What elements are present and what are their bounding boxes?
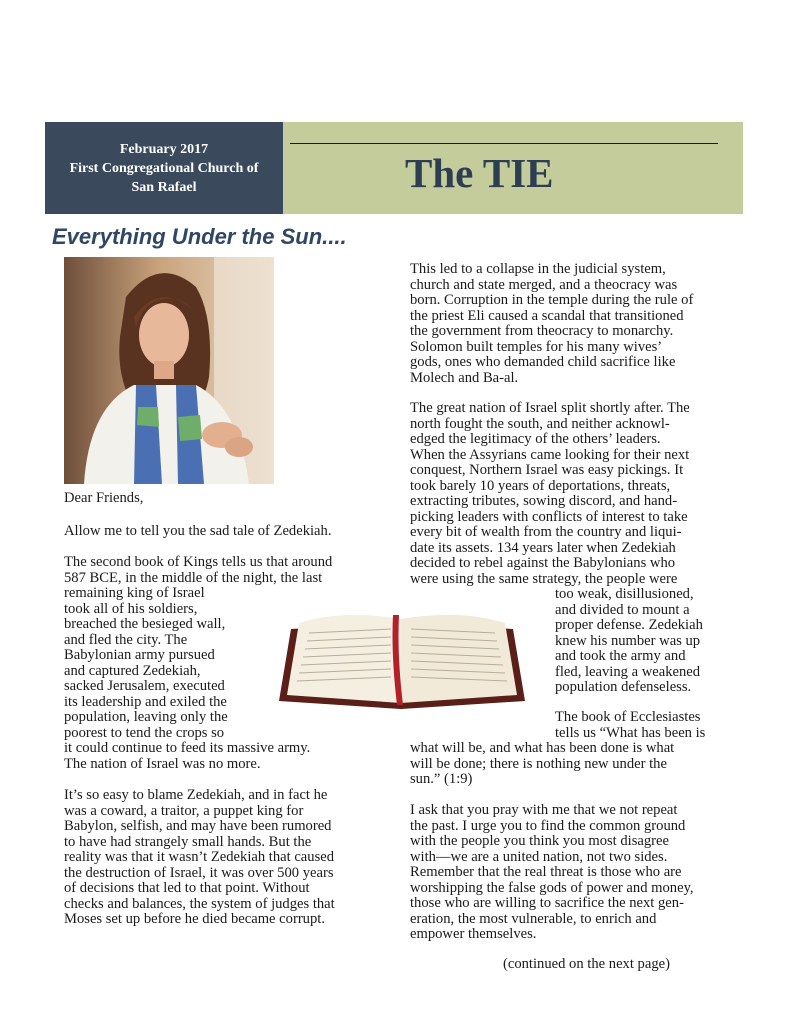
body-line: took barely 10 years of deportations, threats, bbox=[410, 477, 671, 494]
body-line: population, leaving only the bbox=[64, 709, 228, 725]
body-line: sacked Jerusalem, executed bbox=[64, 678, 225, 694]
continued-note: (continued on the next page) bbox=[503, 956, 670, 972]
body-line: were using the same strategy, the people were bbox=[410, 570, 678, 587]
body-line: 587 BCE, in the middle of the night, the last bbox=[64, 569, 323, 586]
body-line: edged the legitimacy of the others’ leaders. bbox=[410, 431, 661, 447]
body-line: It’s so easy to blame Zedekiah, and in fact he bbox=[64, 787, 328, 803]
body-line: population defenseless. bbox=[555, 679, 692, 695]
org-name-line1: First Congregational Church of bbox=[69, 160, 259, 176]
open-bible-illustration bbox=[273, 605, 531, 717]
salutation: Dear Friends, bbox=[64, 490, 144, 506]
body-line: it could continue to feed its massive army. bbox=[64, 740, 311, 756]
body-line: north fought the south, and neither acknowl- bbox=[410, 415, 670, 432]
body-line: church and state merged, and a theocracy was bbox=[410, 276, 678, 293]
body-line: tells us “What has been is bbox=[555, 724, 706, 741]
body-line: Molech and Ba-al. bbox=[410, 369, 519, 386]
body-line: empower themselves. bbox=[410, 926, 537, 942]
body-line: Babylonian army pursued bbox=[64, 647, 215, 663]
body-line: sun.” (1:9) bbox=[410, 771, 473, 787]
body-line: born. Corruption in the temple during the rule of bbox=[410, 292, 694, 308]
masthead-rule bbox=[290, 143, 718, 144]
body-line: proper defense. Zedekiah bbox=[555, 617, 703, 633]
body-line: knew his number was up bbox=[555, 632, 701, 649]
body-line: I ask that you pray with me that we not repeat bbox=[410, 802, 678, 818]
body-line: its leadership and exiled the bbox=[64, 693, 227, 710]
body-line: This led to a collapse in the judicial system, bbox=[410, 261, 666, 277]
body-line: eration, the most vulnerable, to enrich and bbox=[410, 910, 657, 927]
body-line: to have had strangely small hands. But the bbox=[64, 833, 312, 850]
body-line: and captured Zedekiah, bbox=[64, 662, 201, 679]
body-line: extracting tributes, sowing discord, and hand- bbox=[410, 493, 678, 509]
body-line: When the Assyrians came looking for their next bbox=[410, 446, 690, 463]
body-line: conquest, Northern Israel was easy pickings. It bbox=[410, 462, 684, 478]
body-line: too weak, disillusioned, bbox=[555, 586, 694, 602]
body-line: gods, ones who demanded child sacrifice like bbox=[410, 354, 676, 370]
body-line: picking leaders with conflicts of interest to take bbox=[410, 508, 688, 525]
pastor-photo-image bbox=[64, 257, 274, 484]
body-line: those who are willing to sacrifice the next gen- bbox=[410, 895, 684, 911]
intro-line: Allow me to tell you the sad tale of Zedekiah. bbox=[64, 523, 332, 539]
body-line: Moses set up before he died became corrupt. bbox=[64, 911, 325, 927]
body-line: took all of his soldiers, bbox=[64, 600, 198, 617]
body-line: The second book of Kings tells us that around bbox=[64, 554, 333, 570]
body-line: Remember that the real threat is those who are bbox=[410, 864, 682, 880]
body-line: fled, leaving a weakened bbox=[555, 663, 701, 680]
body-line: was a coward, a traitor, a puppet king for bbox=[64, 802, 304, 819]
body-line: and fled the city. The bbox=[64, 631, 188, 648]
body-line: the past. I urge you to find the common ground bbox=[410, 817, 686, 834]
body-line: Solomon built temples for his many wives’ bbox=[410, 338, 663, 355]
article-headline: Everything Under the Sun.... bbox=[52, 224, 347, 249]
body-line: the government from theocracy to monarchy. bbox=[410, 323, 674, 339]
issue-date: February 2017 bbox=[119, 141, 209, 157]
body-line: The nation of Israel was no more. bbox=[64, 755, 261, 772]
body-line: worshipping the false gods of power and money, bbox=[410, 879, 694, 896]
body-line: date its assets. 134 years later when Zedekiah bbox=[410, 539, 676, 556]
body-line: The great nation of Israel split shortly after. The bbox=[410, 400, 690, 416]
body-line: the destruction of Israel, it was over 500 years bbox=[64, 864, 334, 881]
masthead-info-box bbox=[45, 122, 283, 214]
body-line: Babylon, selfish, and may have been rumored bbox=[64, 818, 332, 834]
body-line: with the people you think you most disagree bbox=[410, 833, 669, 849]
body-line: remaining king of Israel bbox=[64, 585, 205, 601]
body-line: poorest to tend the crops so bbox=[64, 724, 225, 741]
org-name-line2: San Rafael bbox=[131, 179, 197, 195]
body-line: every bit of wealth from the country and liqui- bbox=[410, 524, 682, 540]
body-line: will be done; there is nothing new under the bbox=[410, 755, 667, 772]
body-line: reality was that it wasn’t Zedekiah that caused bbox=[64, 849, 335, 865]
body-line: decided to rebel against the Babylonians who bbox=[410, 555, 676, 571]
body-line: the priest Eli caused a scandal that transitioned bbox=[410, 307, 684, 324]
body-line: with—we are a united nation, not two sides. bbox=[410, 848, 668, 865]
open-bible-image bbox=[273, 605, 531, 717]
body-line: and took the army and bbox=[555, 648, 686, 664]
body-line: checks and balances, the system of judges that bbox=[64, 895, 335, 912]
body-line: breached the besieged wall, bbox=[64, 616, 226, 632]
pastor-photo bbox=[64, 257, 274, 484]
body-line: and divided to mount a bbox=[555, 601, 690, 618]
newsletter-title: The TIE bbox=[405, 150, 554, 196]
body-line: The book of Ecclesiastes bbox=[555, 709, 701, 725]
body-line: of decisions that led to that point. Without bbox=[64, 880, 310, 896]
body-line: what will be, and what has been done is what bbox=[410, 740, 675, 756]
